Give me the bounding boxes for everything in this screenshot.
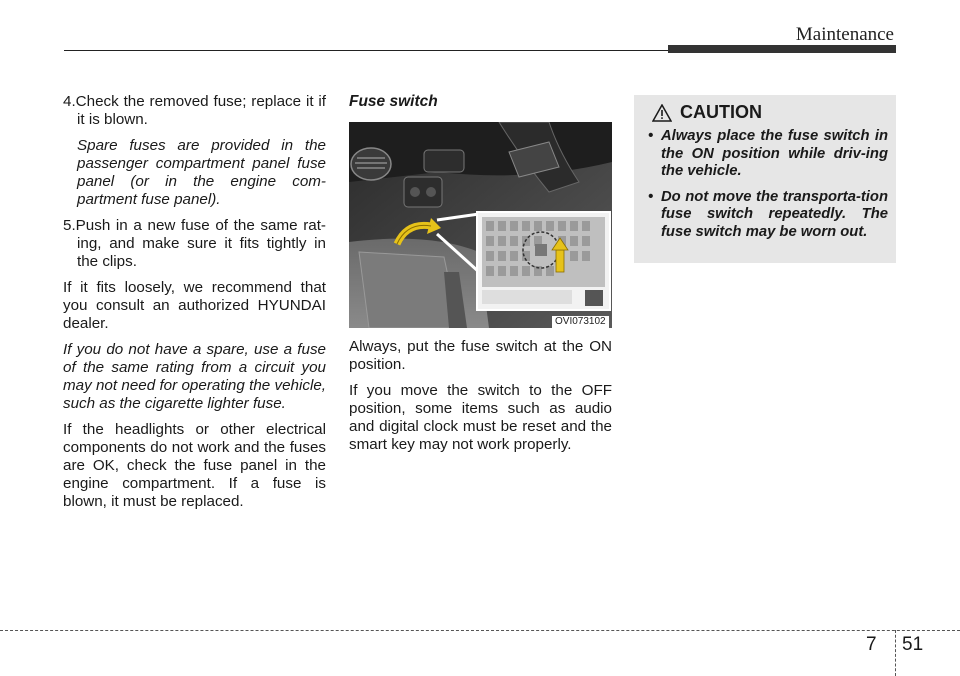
caution-header — [652, 102, 762, 123]
header-rule — [64, 50, 668, 51]
step-4: 4.Check the removed fuse; replace it if it is blown. — [63, 93, 326, 128]
loose-fit-paragraph: If it fits loosely, we recommend that you consult an authorized HYUNDAI dealer. — [63, 279, 326, 332]
step-4-note: Spare fuses are provided in the passenger compartment panel fuse panel (or in the engine com-partment fuse panel). — [77, 137, 326, 208]
fuse-on-paragraph: Always, put the fuse switch at the ON position. — [349, 338, 612, 373]
caution-item: • Do not move the transporta-tion fuse switch repeatedly. The fuse switch may be worn out. — [648, 188, 888, 240]
step-5: 5.Push in a new fuse of the same rat-ing, and make sure it fits tightly in the clips. — [63, 217, 326, 270]
dashboard-illustration — [349, 122, 612, 328]
left-column — [63, 93, 326, 519]
fuse-switch-heading: Fuse switch — [349, 93, 438, 110]
no-spare-paragraph: If you do not have a spare, use a fuse of the same rating from a circuit you may not need for operating the vehicle, such as the cigarette lighter fuse. — [63, 341, 326, 412]
chapter-number: 7 — [866, 634, 877, 655]
caution-box — [634, 95, 896, 263]
fuse-switch-photo — [349, 122, 612, 328]
page-number: 51 — [902, 634, 924, 655]
header-bar — [668, 45, 896, 53]
caution-list — [644, 128, 888, 249]
footer-divider — [895, 630, 896, 676]
section-title: Maintenance — [795, 24, 894, 45]
fuse-off-paragraph: If you move the switch to the OFF position, some items such as audio and digital clock must be reset and the smart key may not work properly. — [349, 382, 612, 453]
middle-column — [349, 338, 612, 462]
warning-triangle-icon — [652, 104, 672, 122]
caution-item: • Always place the fuse switch in the ON position while driv-ing the vehicle. — [648, 128, 888, 179]
caution-title: CAUTION — [680, 102, 762, 122]
image-caption: OVI073102 — [552, 316, 609, 328]
headlight-paragraph: If the headlights or other electrical components do not work and the fuses are OK, check the fuse panel in the engine compartment. If a fuse is blown, it must be replaced. — [63, 421, 326, 510]
footer-rule — [0, 630, 960, 631]
